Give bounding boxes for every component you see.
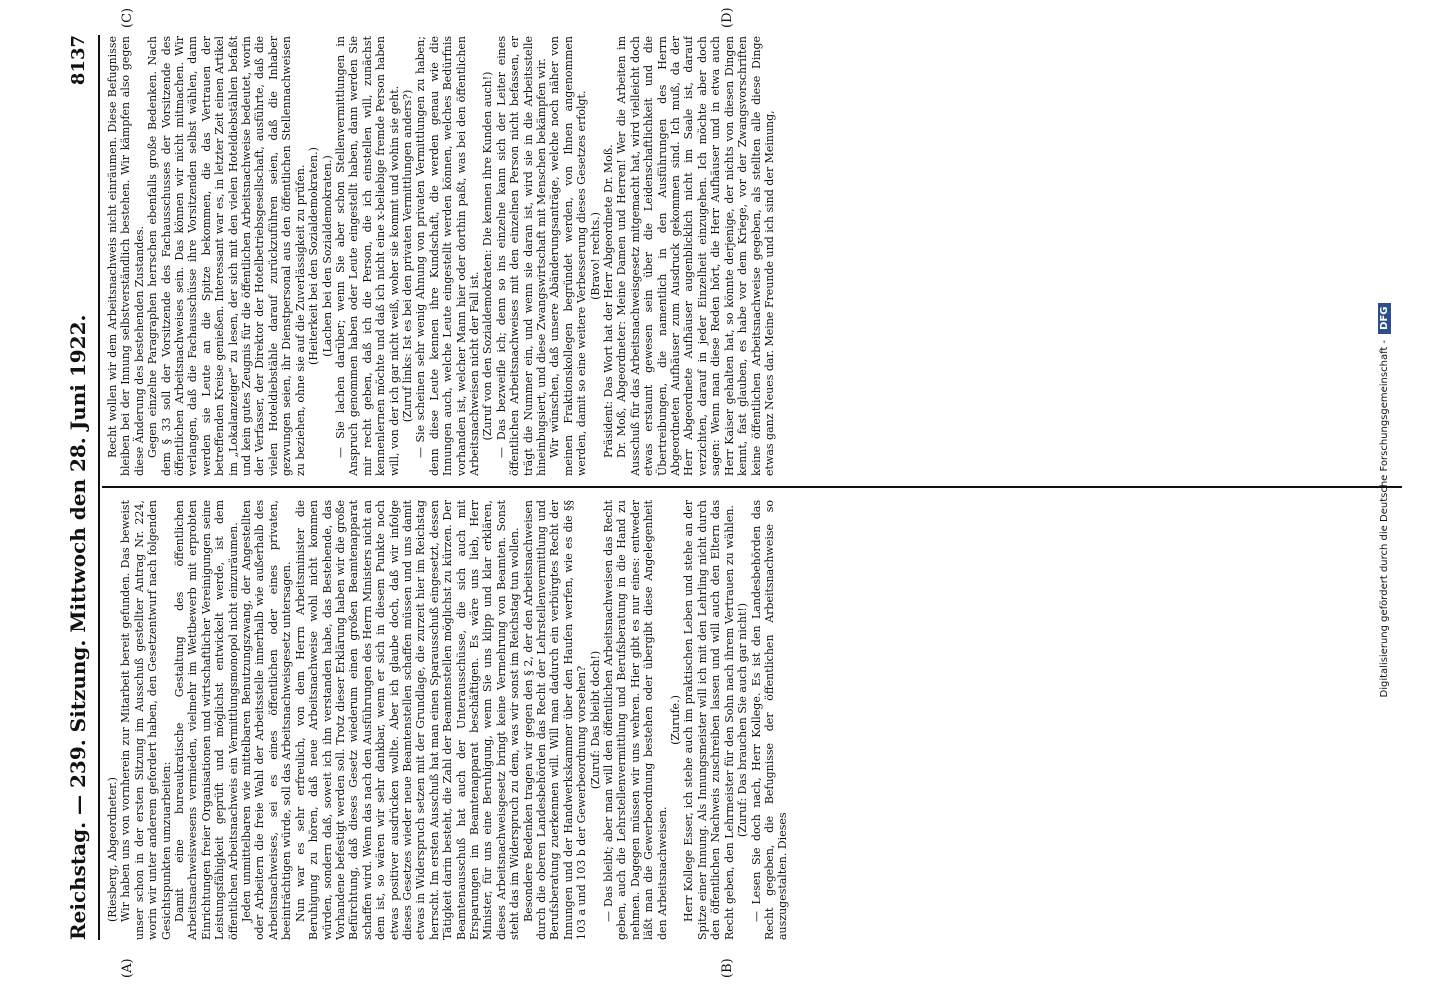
paragraph: (Heiterkeit bei den Sozialdemokraten.): [307, 147, 321, 365]
text-column-right: [106, 36, 1406, 476]
margin-marker-a: (A): [120, 958, 135, 978]
paragraph: — Das bezweifle ich; denn so ins einzelne kann sich der Leiter eines öffentlichen Arbeitsnachweises mit den einzelnen Person nicht befassen, er trägt die Nummer ein, und wenn sie daran ist, wird sie in die Arbeitsstelle hineinbugsiert, und diese Zwangswirtschaft mit Menschen bekämpfen wir.: [494, 36, 548, 476]
paragraph: — Sie scheinen sehr wenig Ahnung von privaten Vermittlungen zu haben; denn diese Leute kennen ihre Kundschaft, die werden genau wie die Innungen auch, welche Leute eingestellt werden können, welches Bedürfnis vorhanden ist, welcher Mann hier oder dorthin paßt, was bei den öffentlichen Arbeitsnachweisen nicht der Fall ist.: [414, 36, 481, 476]
paragraph: Wir haben uns von vornherein zur Mitarbeit bereit gefunden. Das beweist unser schon in der ersten Sitzung im Ausschuß gestellter Antrag Nr. 224, worin wir unter anderem gefordert haben, den Gesetzentwurf nach folgenden Gesichtspunkten umzuarbeiten:: [119, 500, 173, 940]
paragraph: Recht wollen wir dem Arbeitsnachweis nicht einräumen. Diese Befugnisse bleiben bei der Innung selbstverständlich bestehen. Wir kämpfen also gegen diese Änderung des bestehenden Zustandes.: [106, 36, 146, 476]
paragraph: Nun war es sehr erfreulich, von dem Herrn Arbeitsminister die Beruhigung zu hören, daß neue Arbeitsnachweise wohl nicht kommen würden, sondern daß, soweit ich ihn verstanden habe, das Bestehende, das Vorhandene befestigt werden soll. Trotz dieser Erklärung haben wir die große Befürchtung, daß dieses Gesetz wiederum einen großen Beamtenapparat schaffen wird. Wenn das nach den Ausführungen des Herrn Ministers nicht an dem ist, so wären wir sehr dankbar, wenn er sich in diesem Punkte noch etwas positiver ausdrücken wollte. Aber ich glaube doch, daß wir infolge dieses Gesetzes wieder neue Beamtenstellen schaffen müssen und uns damit etwas in Widerspruch setzen mit der Grundlage, die zurzeit hier im Reichstag herrscht. Im ersten Ausschuß hat man einen Sparausschuß eingesetzt, dessen Tätigkeit darin besteht, die Zahl der Beamtenstellen möglichst zu kürzen. Der Beamtenausschuß hat auch der Unterausschüsse, die sich auch mit Ersparungen im Beamtenapparat beschäftigen. Es wäre uns lieb, Herr Minister, für uns eine Beruhigung, wenn Sie uns klipp und klar erklären, dieses Arbeitsnachweisgesetz bringt keine Vermehrung von Beamten. Sonst steht das im Widerspruch zu dem, was wir sonst im Reichstag tun wollen.: [293, 500, 522, 940]
paragraph: (Riesberg, Abgeordneter.): [106, 777, 119, 922]
digitization-note: [1378, 0, 1391, 1000]
header-title: Reichstag. — 239. Sitzung. Mittwoch den 28. Juni 1922.: [66, 314, 90, 940]
paragraph: (Lachen bei den Sozialdemokraten.): [320, 155, 334, 357]
column-divider: [102, 486, 1402, 488]
paragraph: (Zuruf von den Sozialdemokraten: Die kennen ihre Kunden auch!): [481, 71, 495, 441]
paragraph: — Das bleibt; aber man will den öffentlichen Arbeitsnachweisen das Recht geben, auch die Lehrstellenvermittlung und Berufsberatung in die Hand zu nehmen. Dagegen müssen wir uns wehren. Hier gibt es nur eines: entweder läßt man die Gewerbeordnung bestehen oder übergibt diese Angelegenheit den Arbeitsnachweisen.: [602, 500, 669, 940]
dfg-logo: DFG: [1378, 303, 1391, 334]
paragraph: (Zuruf: Das brauchen Sie auch gar nicht!): [736, 602, 750, 838]
paragraph: (Zurufe.): [669, 695, 683, 745]
paragraph: Gegen einzelne Paragraphen herrschen ebenfalls große Bedenken. Nach dem § 33 soll der Vorsitzende des Fachausschusses der Vorsitzende des öffentlichen Arbeitsnachweises sein. Das können wir nicht mitmachen. Wir verlangen, daß die Fachausschüsse ihre Vorsitzenden selbst wählen, dann werden sie Leute an die Spitze bekommen, die das Vertrauen der betreffenden Kreise genießen. Interessant war es, in letzter Zeit einen Artikel im „Lokalanzeiger“ zu lesen, der sich mit den vielen Hoteldiebstählen befaßt und kein gutes Zeugnis für die öffentlichen Arbeitsnachweise bedeutet, worin der Verfasser, der Direktor der Hotelbetriebsgesellschaft, ausführte, daß die vielen Hoteldiebstähle darauf zurückzuführen seien, daß die Inhaber gezwungen seien, ihr Dienstpersonal aus den öffentlichen Stellennachweisen zu beziehen, ohne sie auf die Zuverlässigkeit zu prüfen.: [146, 36, 307, 476]
paragraph: (Zuruf links: Ist es bei den privaten Vermittlungen anders?): [400, 89, 414, 423]
margin-marker-b: (B): [720, 958, 735, 978]
paragraph: Jeden unmittelbaren wie mittelbaren Benutzungszwang, der Angestellten oder Arbeitern die freie Wahl der Arbeitsstelle innerhalb wie außerhalb des Arbeitsnachweises, sei es eines öffentlichen oder eines privaten, beeinträchtigen würde, soll das Arbeitsnachweisgesetz untersagen.: [240, 500, 294, 940]
paragraph: — Sie lachen darüber; wenn Sie aber schon Stellenvermittlungen in Anspruch genommen haben oder Leute eingestellt haben, dann werden Sie mir recht geben, daß ich die Person, die ich einstellen will, zunächst kennenlernen möchte und daß ich nicht eine x-beliebige fremde Person haben will, von der ich gar nicht weiß, woher sie kommt und wohin sie geht.: [333, 36, 401, 476]
paragraph: (Zuruf: Das bleibt doch!): [588, 650, 602, 790]
paragraph: Besondere Bedenken tragen wir gegen den § 2, der den Arbeitsnachweisen durch die oberen Landesbehörden das Recht der Lehrstellenvermittlung und Berufsberatung zuerkennen will. Will man dadurch ein verbürgtes Recht der Innungen und der Handwerkskammer über den Haufen werfen, wie es die §§ 103 a und 103 b der Gewerbeordnung vorsehen?: [521, 500, 589, 940]
paragraph: Wir wünschen, daß unsere Abänderungsanträge, welche noch näher von meinen Fraktionskollegen begründet werden, von Ihnen angenommen werden, damit so eine weitere Verbesserung dieses Gesetzes erfolgt.: [548, 36, 589, 476]
paragraph: Damit eine bureaukratische Gestaltung des öffentlichen Arbeitsnachweiswesens vermieden, vielmehr im Wettbewerb mit erprobten Einrichtungen freier Organisationen und wirtschaftlicher Vereinigungen seine Leistungsfähigkeit geprüft und möglichst entwickelt werde, ist dem öffentlichen Arbeitsnachweis ein Vermittlungsmonopol nicht einzuräumen.: [173, 500, 240, 940]
digitization-note-text: Digitalisierung gefördert durch die Deutsche Forschungsgemeinschaft -: [1379, 339, 1390, 698]
paragraph: — Lesen Sie doch nach, Herr Kollege. Es ist den Landesbehörden das Recht gegeben, die Befugnisse der öffentlichen Arbeitsnachweise so auszugestalten. Dieses: [749, 500, 790, 940]
paragraph: (Bravo! rechts.): [588, 212, 602, 300]
paragraph: Herr Kollege Esser, ich stehe auch im praktischen Leben und stehe an der Spitze einer Innung. Als Innungsmeister will ich mit den Lehrling nicht durch den öffentlichen Nachweis zuschreiben lassen und will auch den Eltern das Recht geben, den Lehrmeister für den Sohn nach ihrem Vertrauen zu wählen.: [682, 500, 736, 940]
page-number: 8137: [67, 35, 89, 86]
text-column-left: [106, 500, 1406, 940]
page-header: [58, 35, 100, 940]
margin-marker-c: (C): [120, 7, 135, 28]
paragraph: Präsident: Das Wort hat der Herr Abgeordnete Dr. Moß.: [602, 144, 616, 458]
margin-marker-d: (D): [720, 7, 735, 28]
paragraph: Dr. Moß, Abgeordneter: Meine Damen und Herren! Wer die Arbeiten im Ausschuß für das Arbeitsnachweisgesetz mitgemacht hat, wird vielleicht doch etwas erstaunt gewesen sein über die Leidenschaftlichkeit und die Übertreibungen, die namentlich in den Ausführungen des Herrn Abgeordneten Aufhäuser zum Ausdruck gekommen sind. Ich muß, da der Herr Abgeordnete Aufhäuser augenblicklich nicht im Saale ist, darauf verzichten, darauf in jeder Einzelheit einzugehen. Ich möchte aber doch sagen: Wenn man diese Reden hört, die Herr Aufhäuser und in etwa auch Herr Kaiser gehalten hat, so könnte derjenige, der nichts von diesen Dingen kennt, fast glauben, es habe vor dem Kriege, vor der Zwangsvorschriften keine öffentlichen Arbeitsnachweise gegeben, als stellten alle diese Dinge etwas ganz Neues dar. Meine Freunde und ich sind der Meinung,: [615, 36, 776, 476]
